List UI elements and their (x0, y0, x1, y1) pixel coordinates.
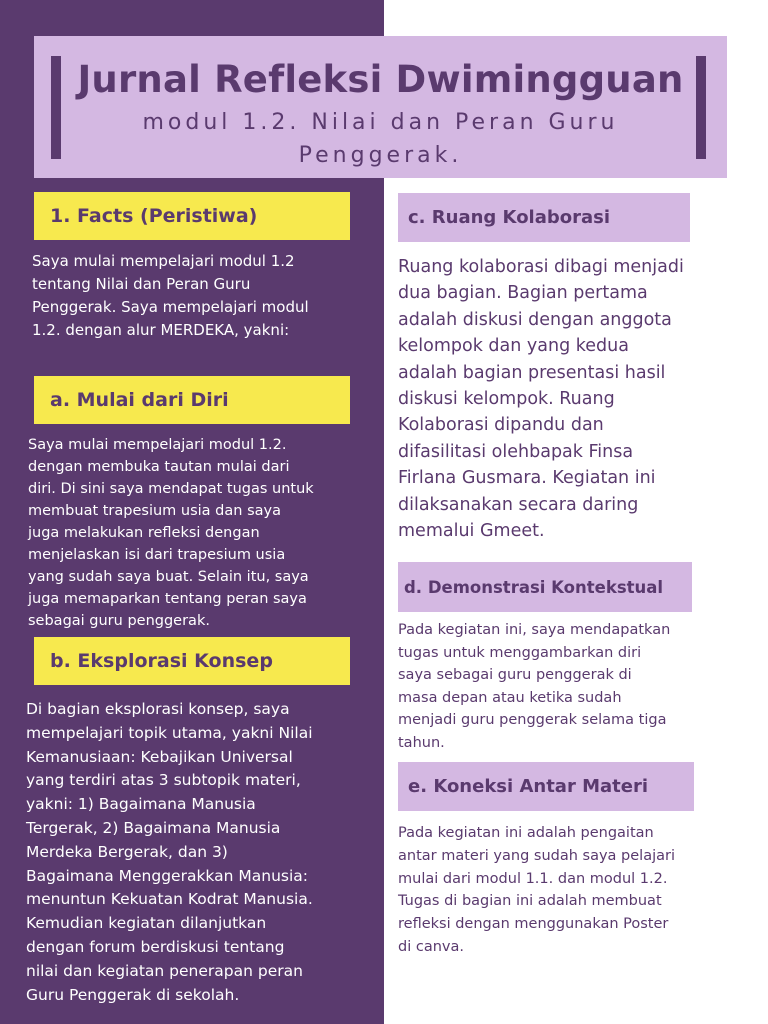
eksplorasi-konsep-label: b. Eksplorasi Konsep (34, 637, 350, 685)
page-title: Jurnal Refleksi Dwimingguan (77, 58, 684, 101)
facts-text: Saya mulai mempelajari modul 1.2 tentang Nilai dan Peran Guru Penggerak. Saya mempelajari modul 1.2. dengan alur MERDEKA, yakni: (32, 252, 309, 339)
page-subtitle: modul 1.2. Nilai dan Peran Guru Penggerak. (142, 110, 619, 168)
eksplorasi-konsep-text: Di bagian eksplorasi konsep, saya mempelajari topik utama, yakni Nilai Kemanusiaan: Kebajikan Universal yang terdiri atas 3 subtopik materi, yakni: 1) Bagaimana Manusia Tergerak, 2) Bagaimana Manusia Merdeka Bergerak, dan 3) Bagaimana Menggerakkan Manusia: menuntun Kekuatan Kodrat Manusia. Kemudian kegiatan dilanjutkan dengan forum berdiskusi tentang nilai dan kegiatan penerapan peran Guru Penggerak di sekolah. (26, 700, 313, 1004)
koneksi-antar-materi-label: e. Koneksi Antar Materi (398, 762, 694, 811)
koneksi-antar-materi-text: Pada kegiatan ini adalah pengaitan antar materi yang sudah saya pelajari mulai dari modul 1.1. dan modul 1.2. Tugas di bagian ini adalah membuat refleksi dengan menggunakan Poster di canva. (398, 825, 675, 955)
demonstrasi-kontekstual-label: d. Demonstrasi Kontekstual (398, 562, 692, 612)
ruang-kolaborasi-text: Ruang kolaborasi dibagi menjadi dua bagian. Bagian pertama adalah diskusi dengan anggota kelompok dan yang kedua adalah bagian presentasi hasil diskusi kelompok. Ruang Kolaborasi dipandu dan difasilitasi olehbapak Finsa Firlana Gusmara. Kegiatan ini dilaksanakan secara daring memalui Gmeet. (398, 257, 684, 542)
mulai-dari-diri-label: a. Mulai dari Diri (34, 376, 350, 424)
demonstrasi-kontekstual-text: Pada kegiatan ini, saya mendapatkan tugas untuk menggambarkan diri saya sebagai guru penggerak di masa depan atau ketika sudah menjadi guru penggerak selama tiga tahun. (398, 622, 671, 751)
header-banner (34, 36, 727, 178)
facts-label: 1. Facts (Peristiwa) (34, 192, 350, 240)
ruang-kolaborasi-label: c. Ruang Kolaborasi (398, 193, 690, 242)
mulai-dari-diri-text: Saya mulai mempelajari modul 1.2. dengan membuka tautan mulai dari diri. Di sini saya mendapat tugas untuk membuat trapesium usia dan saya juga melakukan refleksi dengan menjelaskan isi dari trapesium usia yang sudah saya buat. Selain itu, saya juga memaparkan tentang peran saya sebagai guru penggerak. (28, 437, 314, 629)
